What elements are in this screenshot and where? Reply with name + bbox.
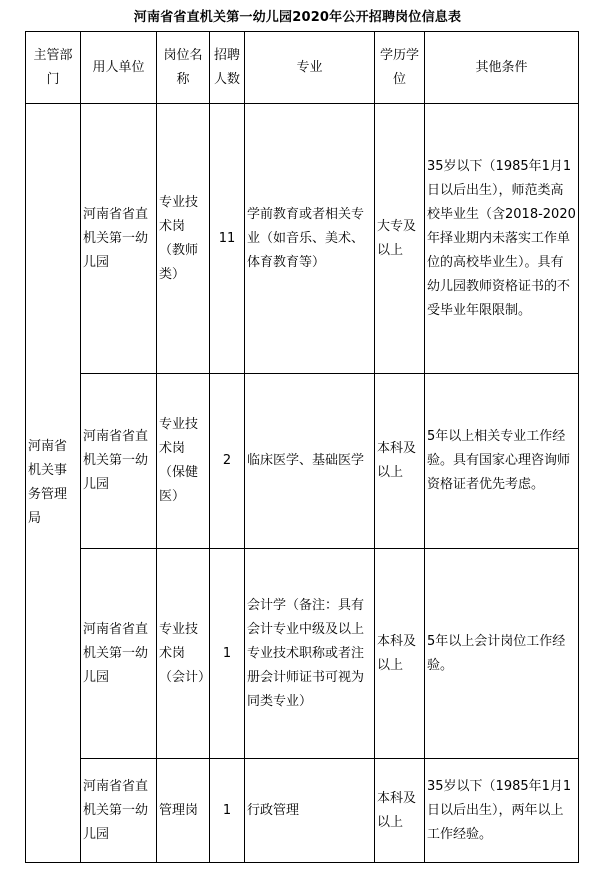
education-cell: 本科及以上 (375, 374, 425, 549)
recruitment-table (25, 31, 579, 863)
major-cell: 学前教育或者相关专业（如音乐、美术、体育教育等） (245, 104, 375, 374)
position-cell: 专业技术岗（会计） (157, 549, 210, 759)
header-count: 招聘人数 (210, 32, 245, 104)
header-conditions: 其他条件 (425, 32, 579, 104)
header-department: 主管部门 (26, 32, 81, 104)
table-row (26, 759, 579, 863)
count-cell: 1 (210, 549, 245, 759)
header-education: 学历学位 (375, 32, 425, 104)
unit-cell: 河南省省直机关第一幼儿园 (81, 374, 157, 549)
table-row (26, 549, 579, 759)
unit-cell: 河南省省直机关第一幼儿园 (81, 549, 157, 759)
unit-cell: 河南省省直机关第一幼儿园 (81, 759, 157, 863)
count-cell: 2 (210, 374, 245, 549)
education-cell: 本科及以上 (375, 759, 425, 863)
conditions-cell: 35岁以下（1985年1月1日以后出生），师范类高校毕业生（含2018-2020年择业期内未落实工作单位的高校毕业生）。具有幼儿园教师资格证书的不受毕业年限限制。 (425, 104, 579, 374)
major-cell: 会计学（备注：具有会计专业中级及以上专业技术职称或者注册会计师证书可视为同类专业） (245, 549, 375, 759)
department-cell: 河南省机关事务管理局 (26, 104, 81, 863)
conditions-cell: 5年以上相关专业工作经验。具有国家心理咨询师资格证者优先考虑。 (425, 374, 579, 549)
conditions-cell: 35岁以下（1985年1月1日以后出生），两年以上工作经验。 (425, 759, 579, 863)
count-cell: 11 (210, 104, 245, 374)
table-row (26, 104, 579, 374)
header-unit: 用人单位 (81, 32, 157, 104)
unit-cell: 河南省省直机关第一幼儿园 (81, 104, 157, 374)
conditions-cell: 5年以上会计岗位工作经验。 (425, 549, 579, 759)
header-position: 岗位名称 (157, 32, 210, 104)
position-cell: 管理岗 (157, 759, 210, 863)
header-row (26, 32, 579, 104)
major-cell: 行政管理 (245, 759, 375, 863)
count-cell: 1 (210, 759, 245, 863)
table-row (26, 374, 579, 549)
position-cell: 专业技术岗（教师类） (157, 104, 210, 374)
major-cell: 临床医学、基础医学 (245, 374, 375, 549)
position-cell: 专业技术岗（保健医） (157, 374, 210, 549)
education-cell: 大专及以上 (375, 104, 425, 374)
page-title: 河南省省直机关第一幼儿园2020年公开招聘岗位信息表 (133, 10, 462, 25)
header-major: 专业 (245, 32, 375, 104)
education-cell: 本科及以上 (375, 549, 425, 759)
